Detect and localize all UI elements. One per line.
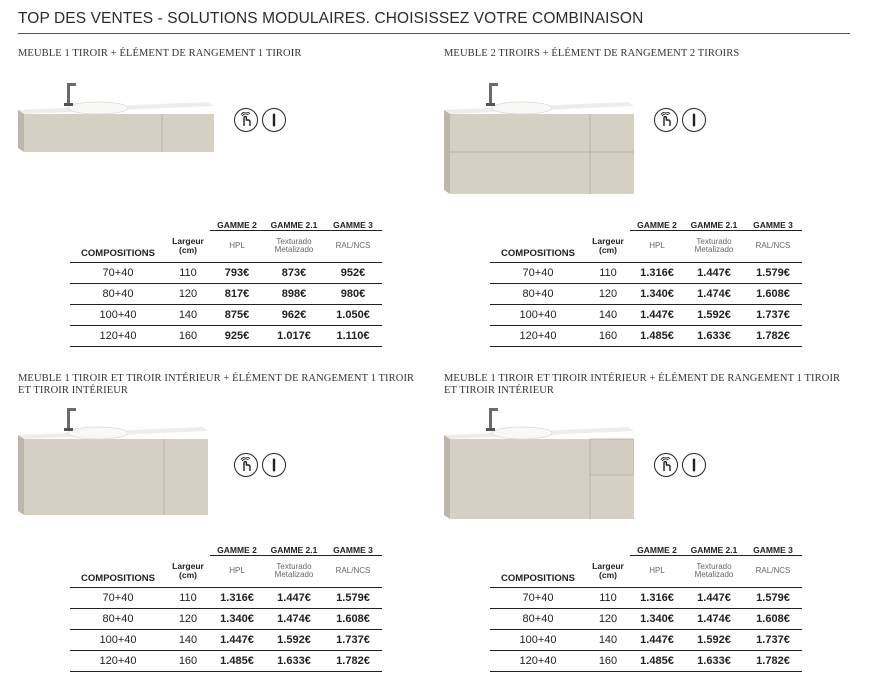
gamme-header: GAMME 2.1 (684, 539, 744, 556)
feature-icons (234, 108, 286, 132)
largeur-header: Largeur (cm) (592, 236, 624, 255)
feature-icons (234, 453, 286, 477)
product-block-2 (444, 48, 844, 368)
table-row: 100+40 140 875€ 962€ 1.050€ (70, 304, 382, 325)
finish-header: Texturado Metalizado (274, 561, 314, 580)
gamme-header: GAMME 2.1 (684, 214, 744, 231)
table-row: 70+40 110 1.316€ 1.447€ 1.579€ (490, 587, 802, 608)
gamme-header: GAMME 2.1 (264, 539, 324, 556)
gamme-header: GAMME 2.1 (264, 214, 324, 231)
compositions-header: COMPOSITIONS (501, 572, 575, 584)
gamme-header: GAMME 3 (324, 539, 382, 556)
touch-open-icon (234, 108, 258, 132)
compositions-header: COMPOSITIONS (81, 572, 155, 584)
table-row: 80+40 120 1.340€ 1.474€ 1.608€ (490, 608, 802, 629)
vanity-1-drawer-image (18, 80, 214, 180)
touch-open-icon (234, 453, 258, 477)
table-row: 100+40 140 1.447€ 1.592€ 1.737€ (70, 629, 382, 650)
product-block-3 (18, 373, 418, 693)
gamme-header: GAMME 3 (744, 539, 802, 556)
finish-header: RAL/NCS (755, 566, 791, 575)
vertical-handle-icon (262, 108, 286, 132)
table-row: 70+40 110 793€ 873€ 952€ (70, 262, 382, 283)
product-block-1 (18, 48, 418, 368)
feature-icons (654, 108, 706, 132)
table-row: 120+40 160 1.485€ 1.633€ 1.782€ (490, 325, 802, 346)
gamme-header: GAMME 2 (630, 539, 684, 556)
product-title: MEUBLE 1 TIROIR + ÉLÉMENT DE RANGEMENT 1 TIROIR (18, 48, 302, 59)
table-row: 120+40 160 1.485€ 1.633€ 1.782€ (70, 650, 382, 671)
largeur-header: Largeur (cm) (172, 236, 204, 255)
table-row: 80+40 120 1.340€ 1.474€ 1.608€ (490, 283, 802, 304)
largeur-header: Largeur (cm) (172, 561, 204, 580)
touch-open-icon (654, 108, 678, 132)
largeur-header: Largeur (cm) (592, 561, 624, 580)
finish-header: HPL (229, 566, 245, 575)
vanity-interior-drawer-image (18, 405, 208, 517)
price-table (490, 539, 802, 672)
product-block-4 (444, 373, 844, 693)
price-table (490, 214, 802, 347)
table-row: 100+40 140 1.447€ 1.592€ 1.737€ (490, 304, 802, 325)
gamme-header: GAMME 2 (630, 214, 684, 231)
compositions-header: COMPOSITIONS (81, 247, 155, 259)
product-title: MEUBLE 2 TIROIRS + ÉLÉMENT DE RANGEMENT 2 TIROIRS (444, 48, 740, 59)
price-table (70, 214, 382, 347)
table-row: 120+40 160 925€ 1.017€ 1.110€ (70, 325, 382, 346)
finish-header: RAL/NCS (335, 566, 371, 575)
vertical-handle-icon (262, 453, 286, 477)
table-row: 70+40 110 1.316€ 1.447€ 1.579€ (490, 262, 802, 283)
vertical-handle-icon (682, 108, 706, 132)
finish-header: Texturado Metalizado (274, 236, 314, 255)
product-title: MEUBLE 1 TIROIR ET TIROIR INTÉRIEUR + ÉLÉMENT DE RANGEMENT 1 TIROIR ET TIROIR INTÉRIEUR (18, 373, 415, 396)
product-title: MEUBLE 1 TIROIR ET TIROIR INTÉRIEUR + ÉLÉMENT DE RANGEMENT 1 TIROIR ET TIROIR INTÉRIEUR (444, 373, 841, 396)
table-row: 80+40 120 1.340€ 1.474€ 1.608€ (70, 608, 382, 629)
finish-header: HPL (229, 241, 245, 250)
page-title: TOP DES VENTES - SOLUTIONS MODULAIRES. CHOISISSEZ VOTRE COMBINAISON (18, 10, 850, 34)
vanity-2-drawers-image (444, 80, 634, 196)
touch-open-icon (654, 453, 678, 477)
gamme-header: GAMME 2 (210, 539, 264, 556)
compositions-header: COMPOSITIONS (501, 247, 575, 259)
vertical-handle-icon (682, 453, 706, 477)
gamme-header: GAMME 3 (324, 214, 382, 231)
feature-icons (654, 453, 706, 477)
price-table (70, 539, 382, 672)
vanity-interior-drawer-image (444, 405, 634, 521)
finish-header: RAL/NCS (755, 241, 791, 250)
finish-header: Texturado Metalizado (694, 561, 734, 580)
finish-header: HPL (649, 241, 665, 250)
table-row: 70+40 110 1.316€ 1.447€ 1.579€ (70, 587, 382, 608)
finish-header: HPL (649, 566, 665, 575)
finish-header: RAL/NCS (335, 241, 371, 250)
gamme-header: GAMME 3 (744, 214, 802, 231)
finish-header: Texturado Metalizado (694, 236, 734, 255)
gamme-header: GAMME 2 (210, 214, 264, 231)
table-row: 80+40 120 817€ 898€ 980€ (70, 283, 382, 304)
table-row: 100+40 140 1.447€ 1.592€ 1.737€ (490, 629, 802, 650)
table-row: 120+40 160 1.485€ 1.633€ 1.782€ (490, 650, 802, 671)
